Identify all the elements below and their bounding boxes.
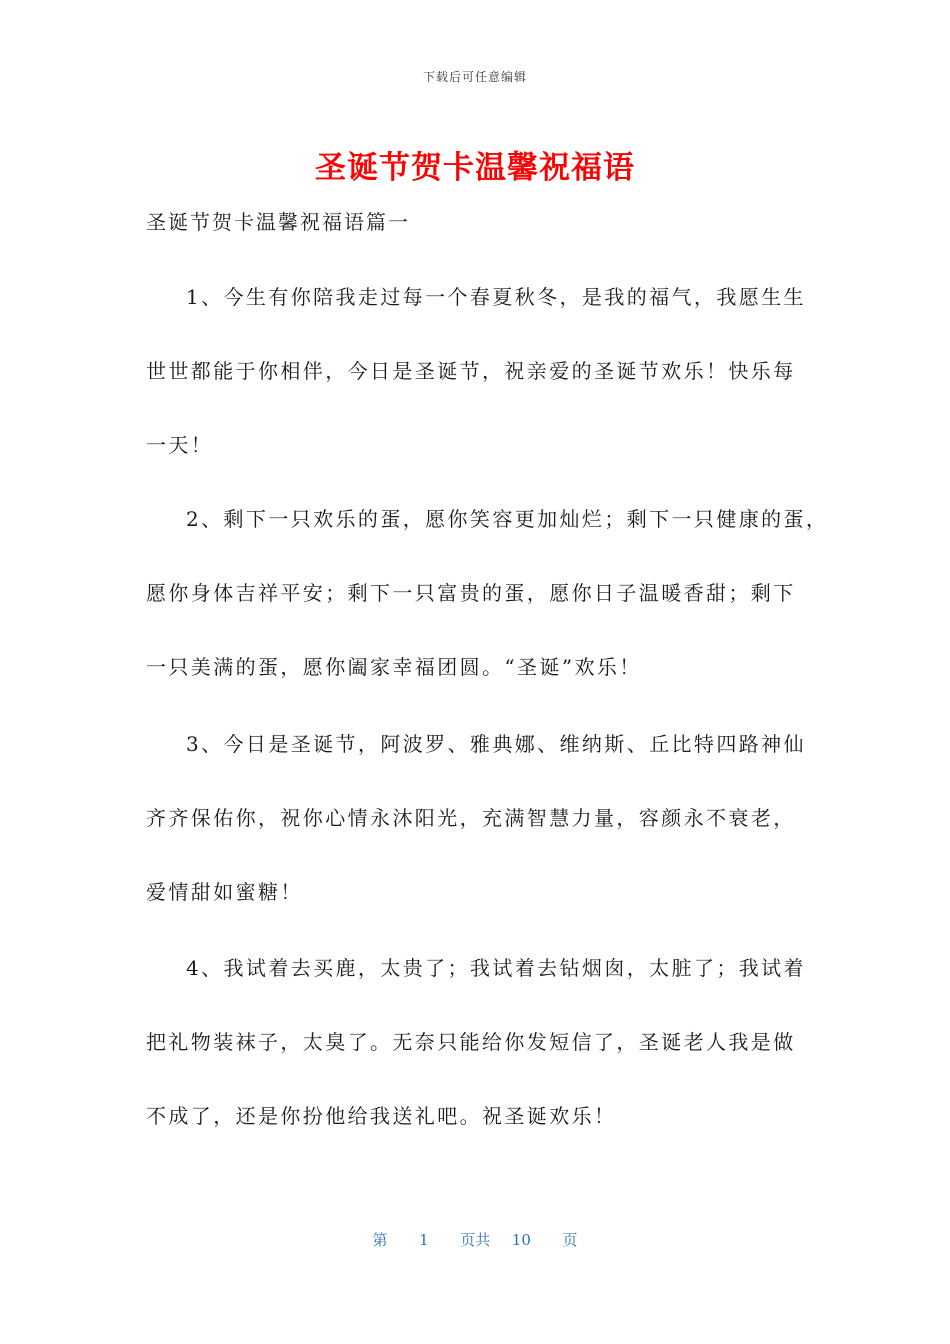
paragraph-line: 愿你身体吉祥平安；剩下一只富贵的蛋，愿你日子温暖香甜；剩下 [146,581,796,605]
footer-total-pages: 10 [511,1231,531,1249]
footer-total-suffix: 页 [562,1231,578,1249]
paragraph-2 [146,507,829,729]
footer-page-number: 1 [419,1231,429,1249]
paragraph-line: 一只美满的蛋，愿你阖家幸福团圆。“圣诞”欢乐！ [146,655,642,679]
paragraph-line: 不成了，还是你扮他给我送礼吧。祝圣诞欢乐！ [146,1104,617,1128]
paragraph-1 [146,285,826,507]
footer-page-label: 第 [372,1231,388,1249]
paragraph-line: 2、剩下一只欢乐的蛋，愿你笑容更加灿烂；剩下一只健康的蛋， [186,507,829,531]
page-footer [0,1229,950,1250]
paragraph-line: 齐齐保佑你，祝你心情永沐阳光，充满智慧力量，容颜永不衰老， [146,806,796,830]
paragraph-line: 把礼物装袜子，太臭了。无奈只能给你发短信了，圣诞老人我是做 [146,1030,796,1054]
paragraph-line: 一天！ [146,433,214,457]
section-heading: 圣诞节贺卡温馨祝福语篇一 [146,210,410,234]
header-note: 下载后可任意编辑 [422,70,527,84]
paragraph-line: 世世都能于你相伴，今日是圣诞节，祝亲爱的圣诞节欢乐！快乐每 [146,359,796,383]
paragraph-line: 3、今日是圣诞节，阿波罗、雅典娜、维纳斯、丘比特四路神仙 [186,732,806,756]
paragraph-3 [146,732,826,954]
footer-page-suffix: 页共 [460,1231,491,1249]
document-title: 圣诞节贺卡温馨祝福语 [315,150,635,186]
paragraph-line: 爱情甜如蜜糖！ [146,880,303,904]
paragraph-4 [146,956,826,1178]
paragraph-line: 4、我试着去买鹿，太贵了；我试着去钻烟囱，太脏了；我试着 [186,956,806,980]
paragraph-line: 1、今生有你陪我走过每一个春夏秋冬，是我的福气，我愿生生 [186,285,806,309]
